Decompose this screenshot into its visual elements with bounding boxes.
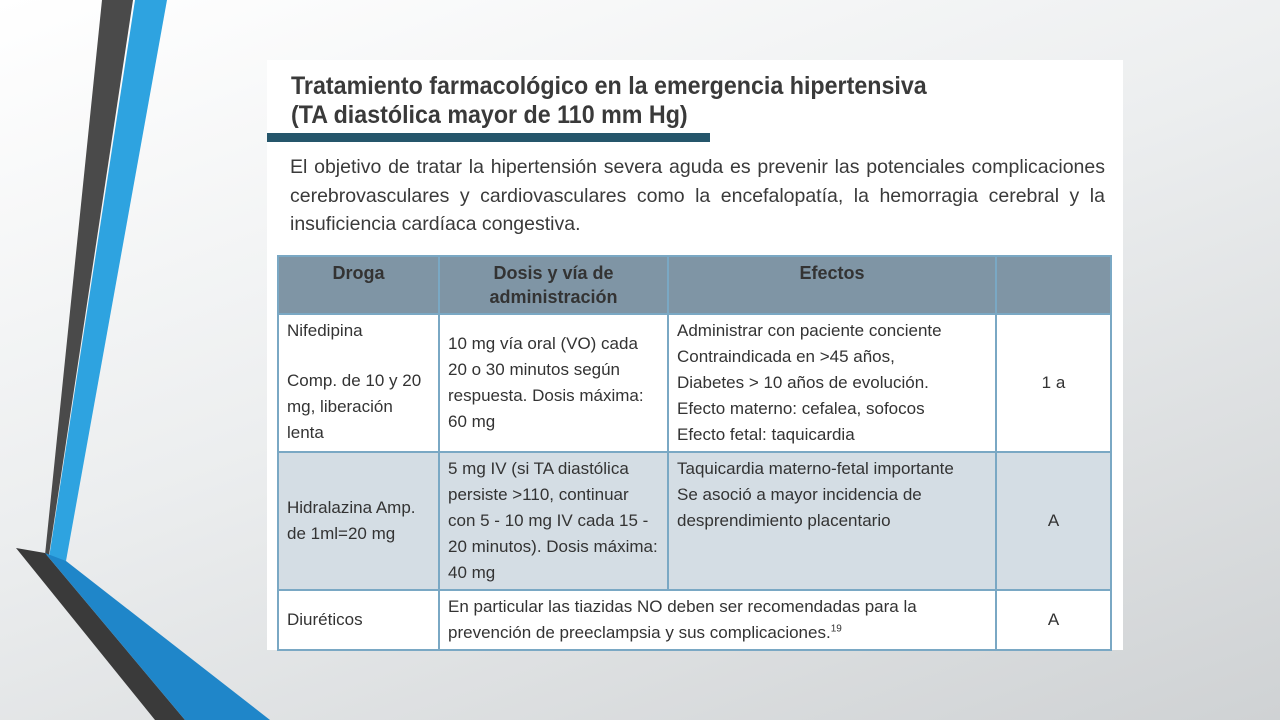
grade-cell: 1 a	[996, 314, 1111, 452]
grade-cell: A	[996, 452, 1111, 590]
effect-line: Diabetes > 10 años de evolución.	[677, 373, 929, 392]
dark-stripe	[45, 0, 133, 555]
slide-decoration	[0, 0, 300, 720]
effect-line: Contraindicada en >45 años,	[677, 347, 895, 366]
content-panel	[267, 60, 1123, 650]
drug-cell	[278, 314, 439, 452]
header-droga: Droga	[278, 256, 439, 314]
slide-title	[291, 72, 927, 130]
note-text: En particular las tiazidas NO deben ser recomendadas para la prevención de preeclampsia y sus complicaciones.	[448, 597, 917, 642]
table-row	[278, 452, 1111, 590]
title-underline-bar	[267, 133, 710, 142]
table-header-row	[278, 256, 1111, 314]
note-reference: 19	[830, 623, 842, 635]
effect-line: Taquicardia materno-fetal importante	[677, 459, 954, 478]
header-efectos: Efectos	[668, 256, 996, 314]
note-cell	[439, 590, 996, 650]
header-grade	[996, 256, 1111, 314]
effect-line: Efecto materno: cefalea, sofocos	[677, 399, 925, 418]
title-line-2: (TA diastólica mayor de 110 mm Hg)	[291, 101, 688, 129]
dose-cell: 5 mg IV (si TA diastólica persiste >110, continuar con 5 - 10 mg IV cada 15 - 20 minutos). Dosis máxima: 40 mg	[439, 452, 668, 590]
drug-cell: Hidralazina Amp. de 1ml=20 mg	[278, 452, 439, 590]
dose-cell: 10 mg vía oral (VO) cada 20 o 30 minutos según respuesta. Dosis máxima: 60 mg	[439, 314, 668, 452]
effects-cell	[668, 314, 996, 452]
drug-detail: Comp. de 10 y 20 mg, liberación lenta	[287, 371, 422, 442]
drug-name: Nifedipina	[287, 321, 363, 340]
header-dosis: Dosis y vía de administración	[439, 256, 668, 314]
drug-cell: Diuréticos	[278, 590, 439, 650]
table-row	[278, 314, 1111, 452]
effect-line: Administrar con paciente conciente	[677, 321, 942, 340]
grade-cell: A	[996, 590, 1111, 650]
table-row	[278, 590, 1111, 650]
treatment-table	[277, 255, 1112, 651]
effects-cell	[668, 452, 996, 590]
effect-line: Efecto fetal: taquicardia	[677, 425, 855, 444]
title-line-1: Tratamiento farmacológico en la emergencia hipertensiva	[291, 72, 927, 100]
intro-paragraph: El objetivo de tratar la hipertensión severa aguda es prevenir las potenciales complicaciones cerebrovasculares y cardiovasculares como la encefalopatía, la hemorragia cerebral y la insuficiencia cardíaca congestiva.	[290, 156, 1105, 235]
effect-line: Se asoció a mayor incidencia de desprendimiento placentario	[677, 485, 922, 530]
